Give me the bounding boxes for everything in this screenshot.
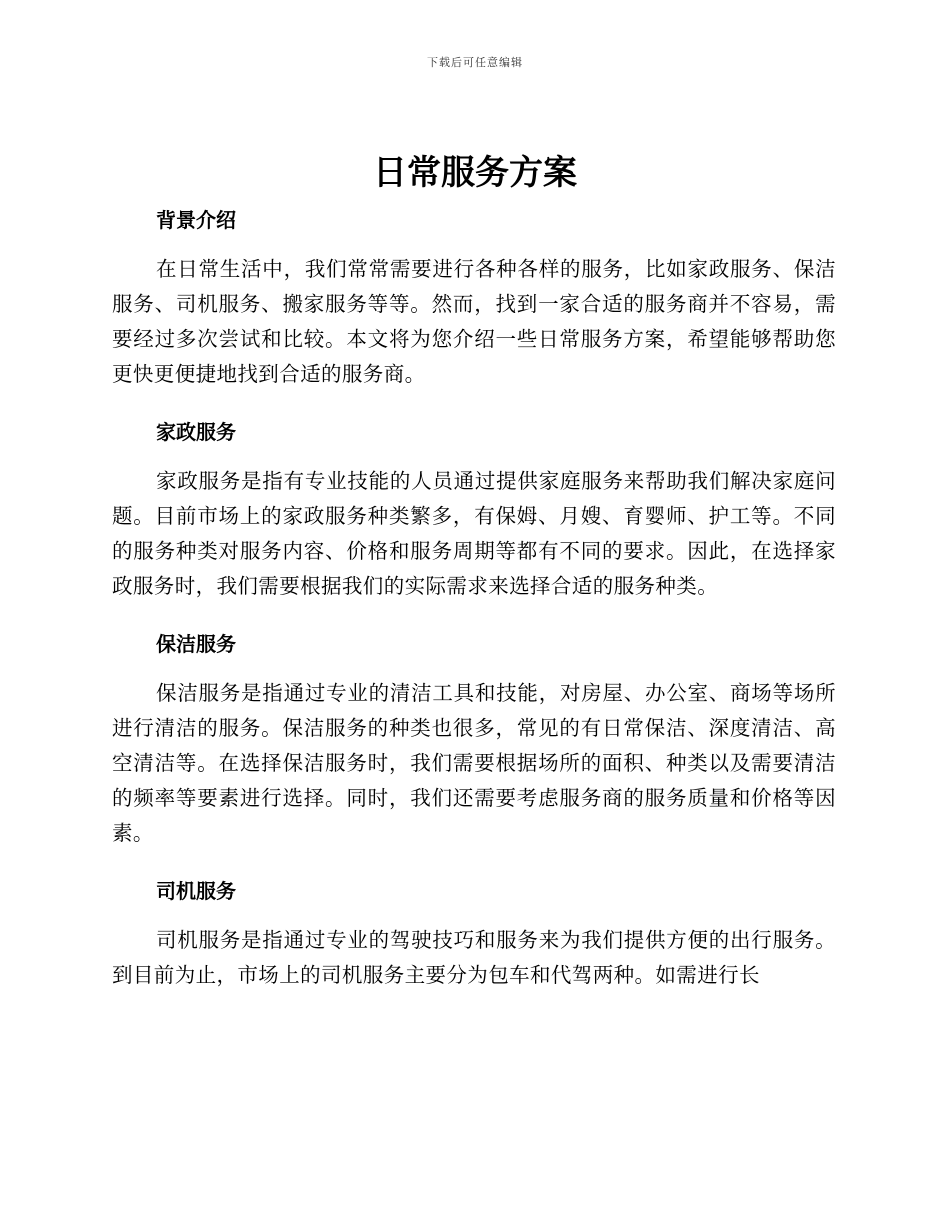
section-heading: 家政服务 (156, 420, 236, 444)
document-title: 日常服务方案 (373, 153, 577, 193)
section-paragraph: 家政服务是指有专业技能的人员通过提供家庭服务来帮助我们解决家庭问题。目前市场上的家政服务种类繁多，有保姆、月嫂、育婴师、护工等。不同的服务种类对服务内容、价格和服务周期等都有不同的要求。因此，在选择家政服务时，我们需要根据我们的实际需求来选择合适的服务种类。 (112, 469, 836, 598)
section-cleaning (112, 626, 836, 851)
section-heading: 保洁服务 (156, 632, 236, 656)
section-background (112, 202, 836, 392)
section-paragraph: 保洁服务是指通过专业的清洁工具和技能，对房屋、办公室、商场等场所进行清洁的服务。保洁服务的种类也很多，常见的有日常保洁、深度清洁、高空清洁等。在选择保洁服务时，我们需要根据场所的面积、种类以及需要清洁的频率等要素进行选择。同时，我们还需要考虑服务商的服务质量和价格等因素。 (112, 681, 836, 845)
document-content (112, 202, 836, 1015)
section-paragraph: 在日常生活中，我们常常需要进行各种各样的服务，比如家政服务、保洁服务、司机服务、搬家服务等等。然而，找到一家合适的服务商并不容易，需要经过多次尝试和比较。本文将为您介绍一些日常服务方案，希望能够帮助您更快更便捷地找到合适的服务商。 (112, 257, 836, 386)
section-housekeeping (112, 414, 836, 604)
section-heading: 背景介绍 (156, 208, 236, 232)
page-header-note: 下载后可任意编辑 (427, 56, 523, 69)
section-driver (112, 873, 836, 993)
section-heading: 司机服务 (156, 879, 236, 903)
section-paragraph: 司机服务是指通过专业的驾驶技巧和服务来为我们提供方便的出行服务。到目前为止，市场上的司机服务主要分为包车和代驾两种。如需进行长 (112, 928, 836, 987)
